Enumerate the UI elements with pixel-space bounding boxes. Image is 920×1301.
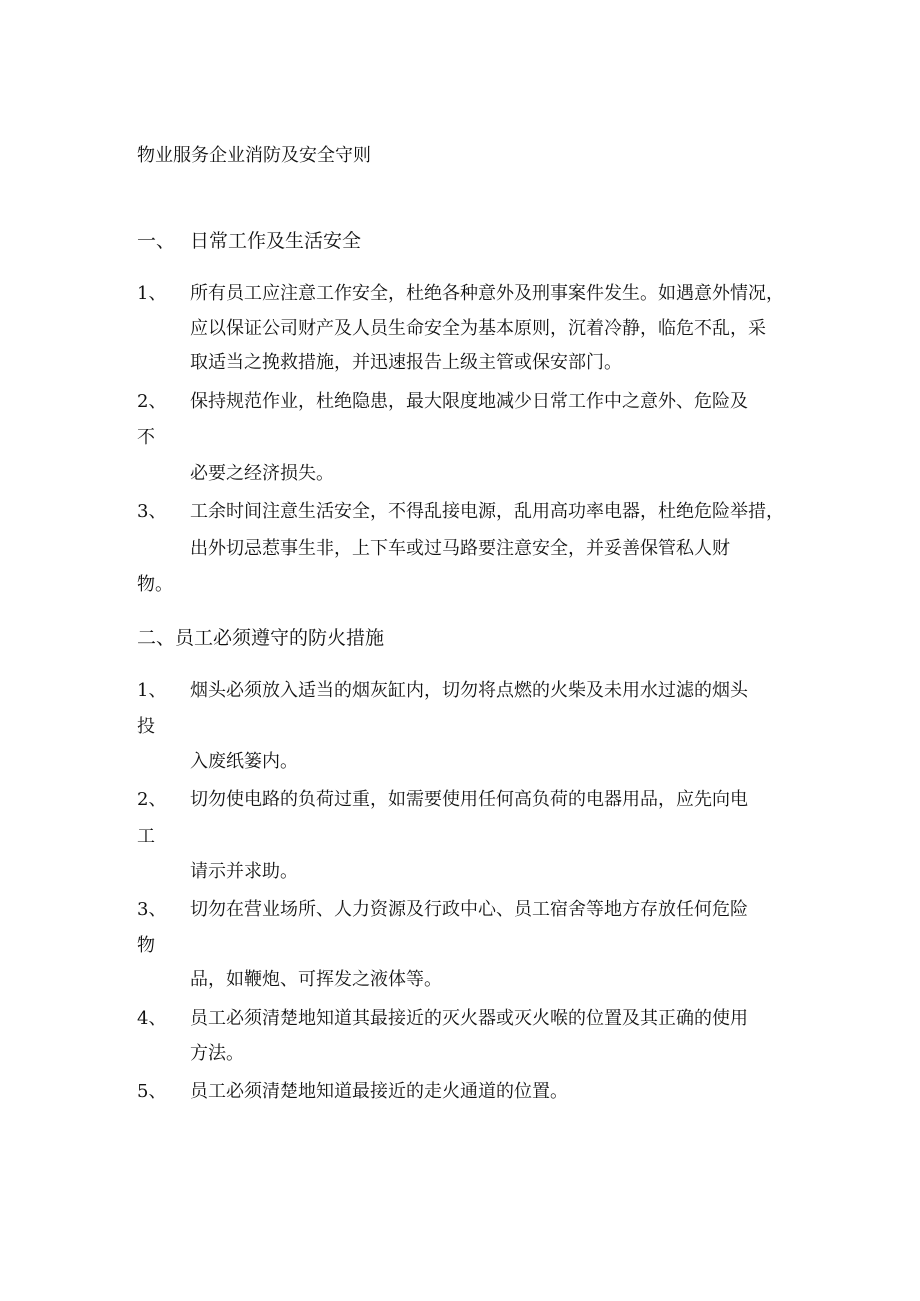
item-number: 3、 <box>137 501 167 522</box>
section-2-heading: 二、员工必须遵守的防火措施 <box>137 627 385 649</box>
item-text-line: 物 <box>137 935 155 956</box>
item-number: 3、 <box>137 899 167 920</box>
item-text-line: 工 <box>137 826 155 847</box>
item-number: 1、 <box>137 283 167 304</box>
item-number: 2、 <box>137 391 167 412</box>
item-text-line: 必要之经济损失。 <box>190 463 334 484</box>
item-text-line: 不 <box>137 427 155 448</box>
item-text-line: 应以保证公司财产及人员生命安全为基本原则，沉着冷静，临危不乱，采 <box>190 318 766 339</box>
item-text-line: 取适当之挽救措施，并迅速报告上级主管或保安部门。 <box>190 352 622 373</box>
item-number: 1、 <box>137 680 167 701</box>
item-text-line: 烟头必须放入适当的烟灰缸内，切勿将点燃的火柴及未用水过滤的烟头 <box>190 680 748 701</box>
item-number: 4、 <box>137 1008 167 1029</box>
item-text-line: 出外切忌惹事生非，上下车或过马路要注意安全，并妥善保管私人财 <box>190 538 730 559</box>
item-text-line: 入废纸篓内。 <box>190 751 298 772</box>
item-text-line: 品，如鞭炮、可挥发之液体等。 <box>190 969 442 990</box>
item-text-line: 切勿使电路的负荷过重，如需要使用任何高负荷的电器用品，应先向电 <box>190 789 748 810</box>
item-text-line: 物。 <box>137 574 173 595</box>
item-number: 5、 <box>137 1081 167 1102</box>
item-text-line: 员工必须清楚地知道最接近的走火通道的位置。 <box>190 1081 568 1102</box>
item-text-line: 员工必须清楚地知道其最接近的灭火器或灭火喉的位置及其正确的使用 <box>190 1008 748 1029</box>
item-text-line: 请示并求助。 <box>190 861 298 882</box>
section-1-heading: 日常工作及生活安全 <box>190 230 362 252</box>
item-text-line: 工余时间注意生活安全，不得乱接电源，乱用高功率电器，杜绝危险举措， <box>190 501 784 522</box>
item-text-line: 方法。 <box>190 1043 244 1064</box>
item-text-line: 所有员工应注意工作安全，杜绝各种意外及刑事案件发生。如遇意外情况， <box>190 283 784 304</box>
item-number: 2、 <box>137 789 167 810</box>
item-text-line: 投 <box>137 716 155 737</box>
item-text-line: 保持规范作业，杜绝隐患，最大限度地减少日常工作中之意外、危险及 <box>190 391 748 412</box>
item-text-line: 切勿在营业场所、人力资源及行政中心、员工宿舍等地方存放任何危险 <box>190 899 748 920</box>
document-title: 物业服务企业消防及安全守则 <box>137 145 371 166</box>
section-1-number: 一、 <box>137 230 176 252</box>
